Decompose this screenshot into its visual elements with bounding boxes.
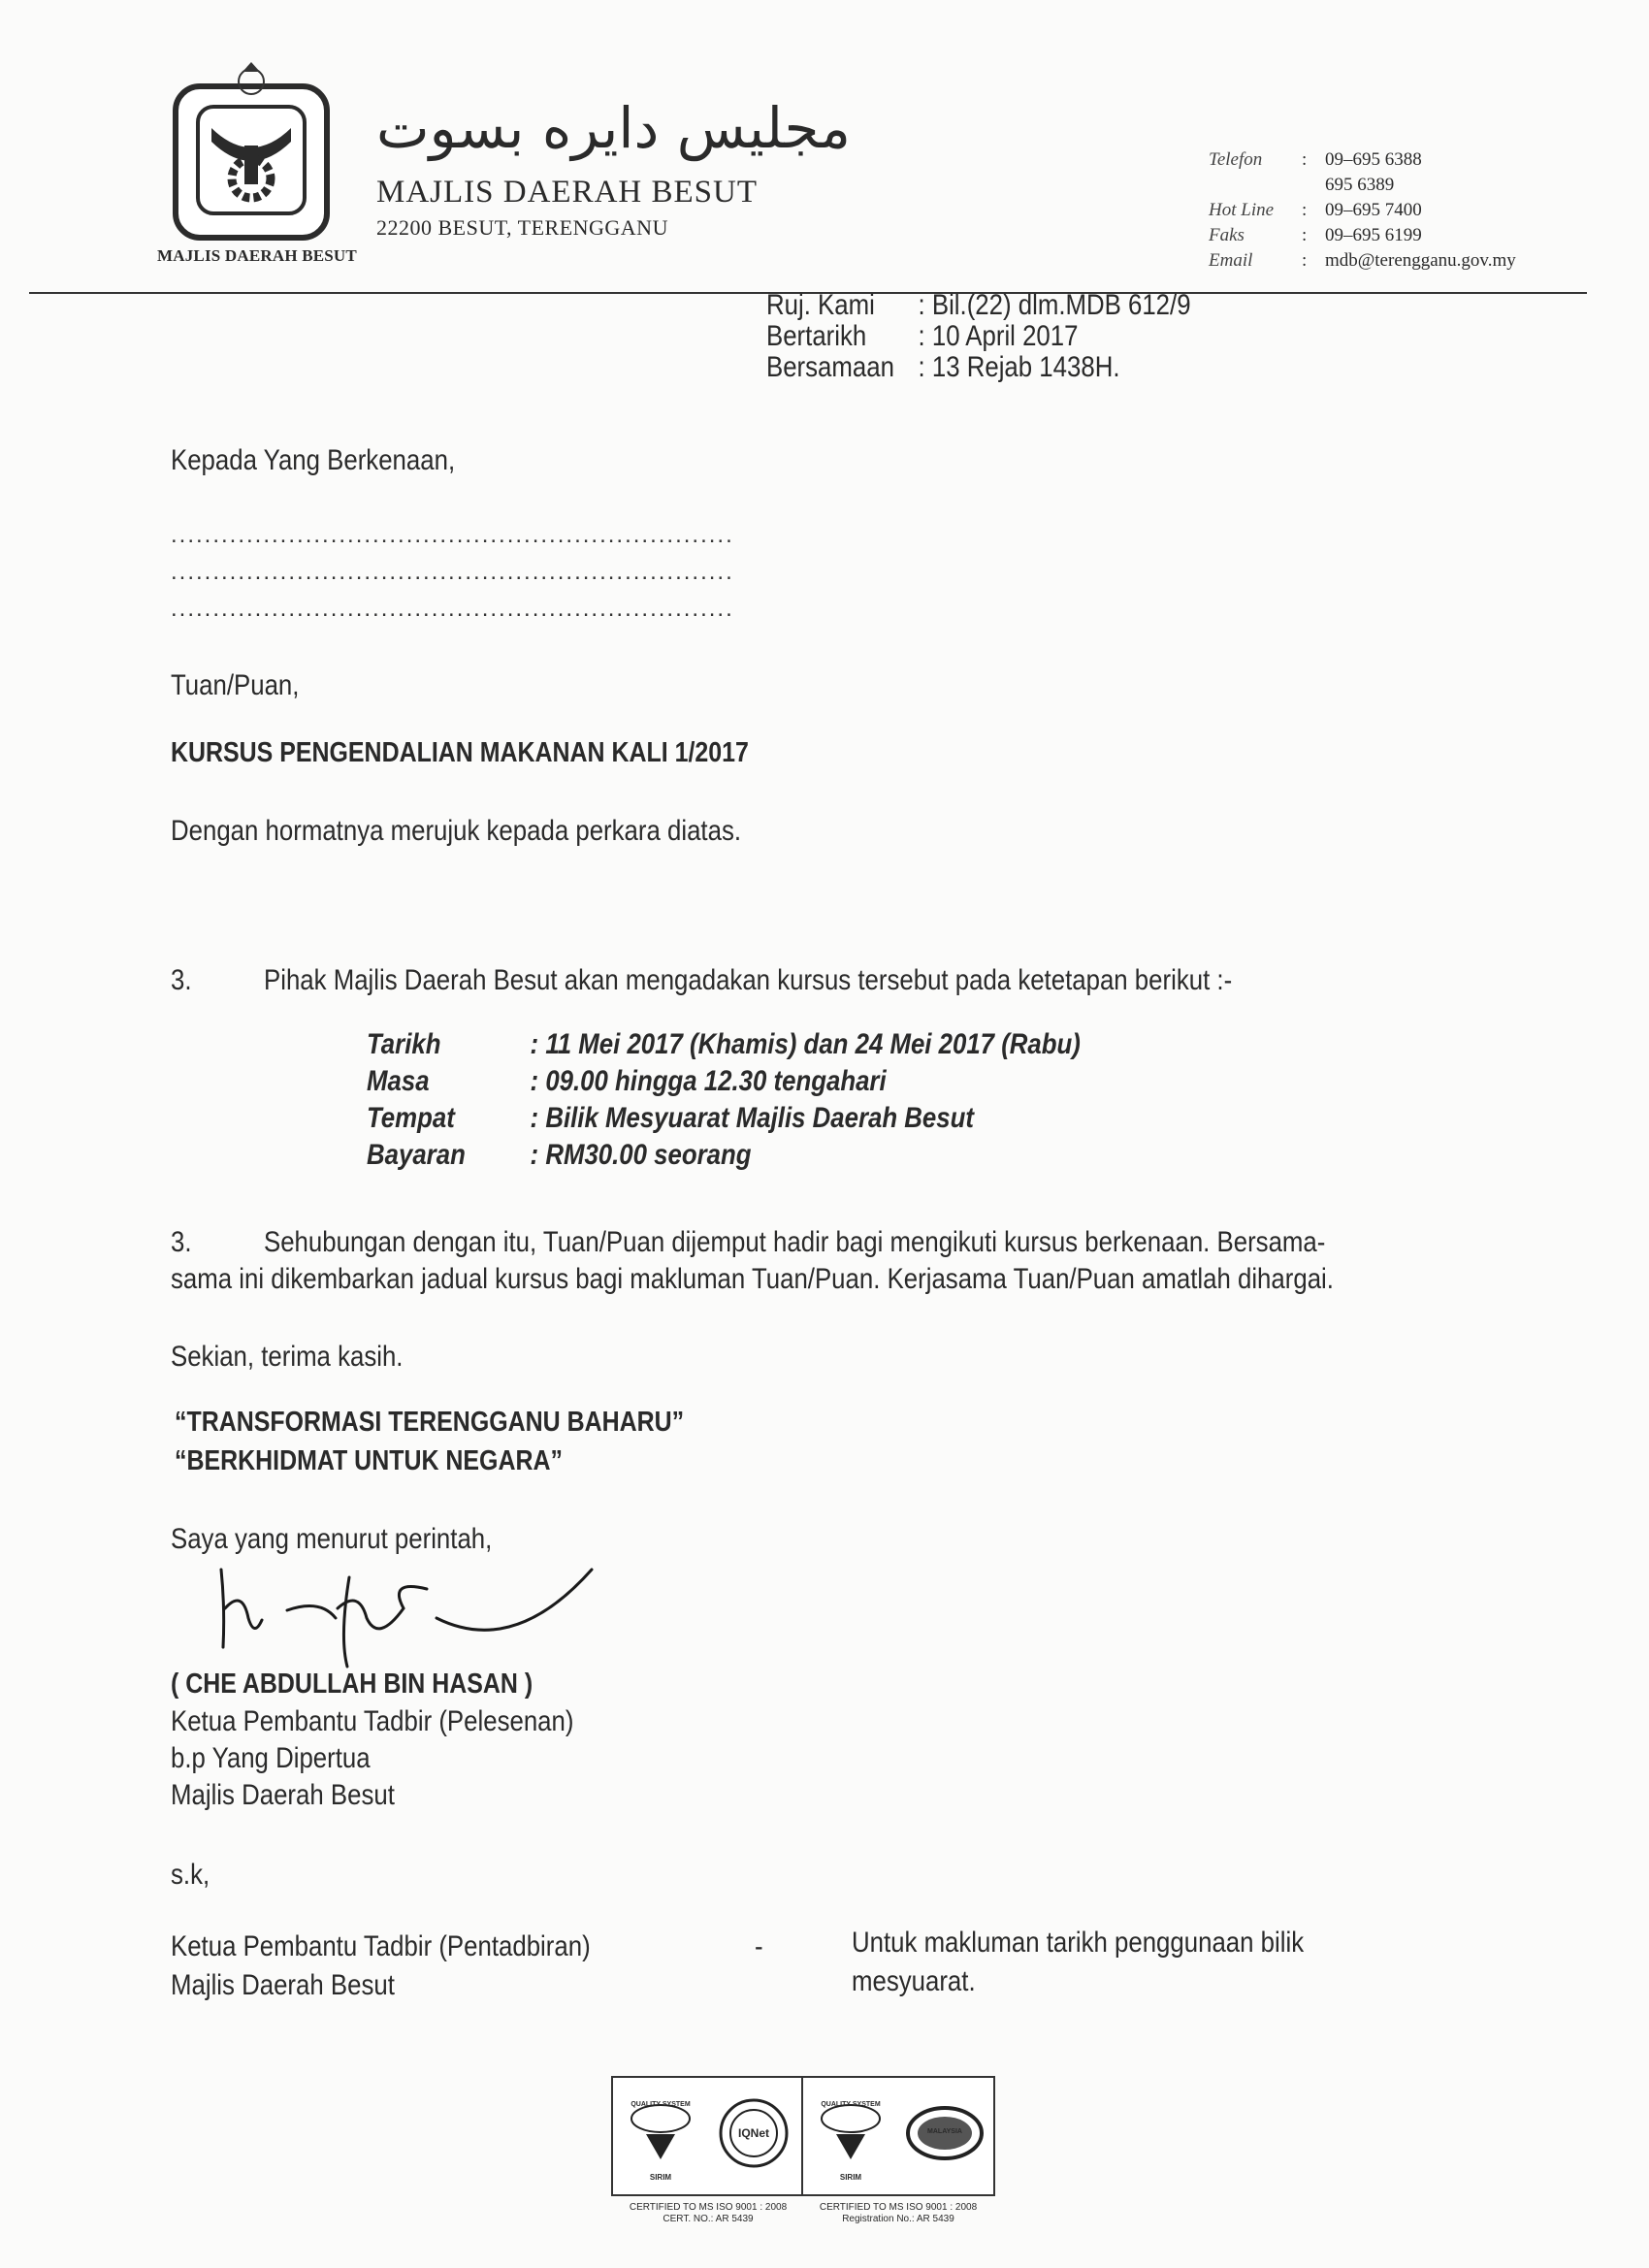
slogan-2: “BERKHIDMAT UNTUK NEGARA” [175, 1445, 563, 1476]
certification-badge-iqnet [611, 2076, 805, 2196]
detail-venue: Tempat : Bilik Mesyuarat Majlis Daerah Besut [367, 1102, 974, 1134]
handwritten-signature [204, 1550, 611, 1676]
ref-our-ref: Ruj. Kami : Bil.(22) dlm.MDB 612/9 [766, 289, 1191, 321]
sirim-label: SIRIM [649, 2173, 672, 2182]
gear-emblem-icon [200, 109, 303, 211]
recipient-greeting: Kepada Yang Berkenaan, [171, 444, 456, 476]
para2-line2: sama ini dikembarkan jadual kursus bagi makluman Tuan/Puan. Kerjasama Tuan/Puan amatlah dihargai. [171, 1263, 1334, 1295]
iqnet-label: IQNet [737, 2126, 769, 2140]
signatory-on-behalf: b.p Yang Dipertua [171, 1742, 371, 1774]
detail-time: Masa : 09.00 hingga 12.30 tengahari [367, 1065, 887, 1097]
malaysia-label: MALAYSIA [927, 2128, 962, 2135]
intro-text: Dengan hormatnya merujuk kepada perkara diatas. [171, 815, 742, 847]
address-line-1: ................................................................... [171, 522, 734, 548]
contact-block [1209, 147, 1516, 274]
address-line-3: ................................................................... [171, 596, 734, 622]
subject-heading: KURSUS PENGENDALIAN MAKANAN KALI 1/2017 [171, 737, 749, 768]
detail-date: Tarikh : 11 Mei 2017 (Khamis) dan 24 Mei 2017 (Rabu) [367, 1028, 1081, 1060]
ref-hijri-date: Bersamaan : 13 Rejab 1438H. [766, 351, 1120, 383]
logo-caption: MAJLIS DAERAH BESUT [157, 246, 357, 265]
contact-fax: Faks : 09–695 6199 [1209, 225, 1422, 245]
sirim-label: SIRIM [839, 2173, 862, 2182]
ref-date: Bertarikh : 10 April 2017 [766, 320, 1079, 352]
detail-fee: Bayaran : RM30.00 seorang [367, 1139, 752, 1171]
cert-caption-2: CERTIFIED TO MS ISO 9001 : 2008 Registration No.: AR 5439 [819, 2202, 978, 2224]
para1-number: 3. [171, 964, 192, 996]
jawi-org-name: مجليس دايره بسوت [376, 95, 851, 161]
cert-caption-1: CERTIFIED TO MS ISO 9001 : 2008 CERT. NO.: AR 5439 [629, 2202, 788, 2224]
cc-recipient-line1: Ketua Pembantu Tadbir (Pentadbiran) [171, 1930, 591, 1962]
quality-system-label: QUALITY SYSTEM [630, 2101, 691, 2108]
sirim-quality-icon [625, 2097, 696, 2169]
slogan-1: “TRANSFORMASI TERENGGANU BAHARU” [175, 1407, 685, 1438]
contact-email: Email : mdb@terengganu.gov.my [1209, 250, 1516, 271]
contact-phone: Telefon : 09–695 6388 [1209, 149, 1422, 170]
closing-text: Sekian, terima kasih. [171, 1341, 404, 1373]
cc-dash: - [755, 1930, 763, 1962]
course-details [367, 1028, 1081, 1176]
org-name: MAJLIS DAERAH BESUT [376, 175, 759, 210]
cc-label: s.k, [171, 1859, 210, 1891]
address-line-2: ................................................................... [171, 559, 734, 585]
org-address: 22200 BESUT, TERENGGANU [376, 215, 668, 240]
certification-badge-malaysia [801, 2076, 995, 2196]
cc-note-line2: mesyuarat. [852, 1965, 976, 1997]
signatory-title: Ketua Pembantu Tadbir (Pelesenan) [171, 1705, 574, 1737]
signatory-name: ( CHE ABDULLAH BIN HASAN ) [171, 1669, 534, 1700]
para1-text: Pihak Majlis Daerah Besut akan mengadakan kursus tersebut pada ketetapan berikut :- [264, 964, 1233, 996]
state-crest-icon [233, 60, 270, 97]
salutation: Tuan/Puan, [171, 669, 300, 701]
council-logo [173, 83, 330, 241]
reference-block [766, 289, 1191, 382]
logo-emblem-frame [196, 105, 307, 215]
signatory-org: Majlis Daerah Besut [171, 1779, 395, 1811]
cc-note-line1: Untuk makluman tarikh penggunaan bilik [852, 1927, 1305, 1959]
cc-recipient-line2: Majlis Daerah Besut [171, 1969, 395, 2001]
para2-line1: Sehubungan dengan itu, Tuan/Puan dijemput hadir bagi mengikuti kursus berkenaan. Bersama- [264, 1226, 1326, 1258]
quality-system-label: QUALITY SYSTEM [821, 2101, 881, 2108]
contact-phone-2: 695 6389 [1325, 175, 1395, 195]
para2-number: 3. [171, 1226, 192, 1258]
sign-off: Saya yang menurut perintah, [171, 1523, 493, 1555]
contact-hotline: Hot Line : 09–695 7400 [1209, 200, 1422, 220]
sirim-quality-icon [815, 2097, 887, 2169]
